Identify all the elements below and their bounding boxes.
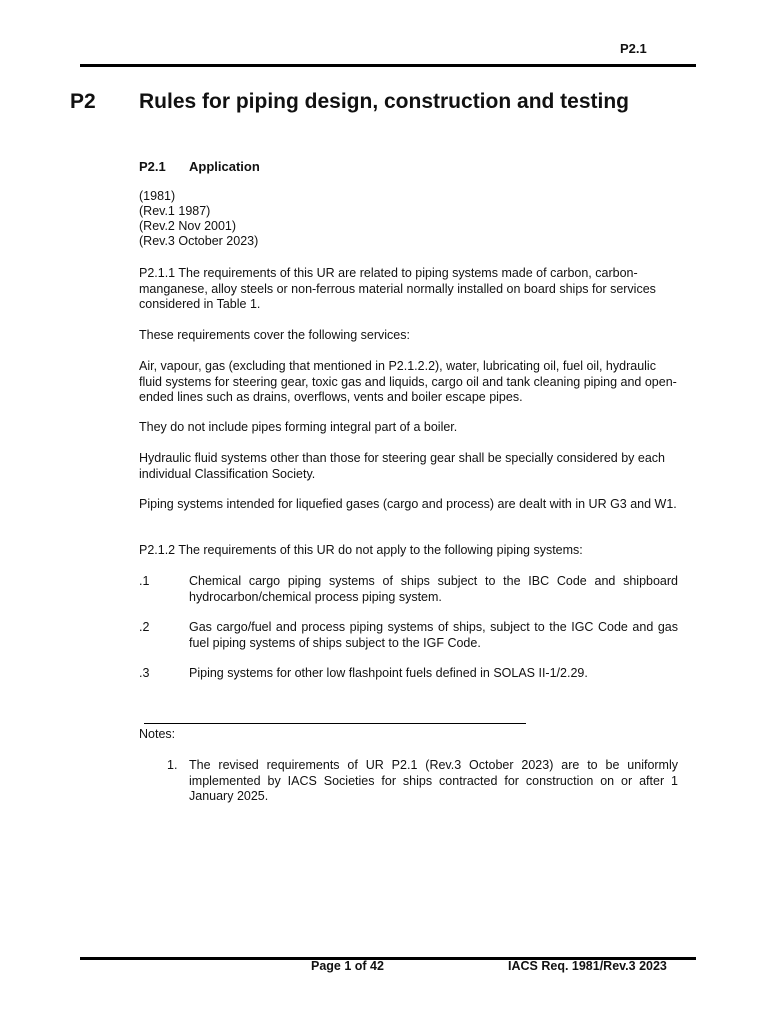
notes-heading: Notes:: [139, 727, 176, 741]
list-item-number: .2: [139, 620, 150, 634]
notes-separator: [144, 723, 526, 724]
paragraph-hydraulic: Hydraulic fluid systems other than those for steering gear shall be specially considered by each individual Classification Society.: [139, 451, 665, 481]
paragraph-boiler-exclusion: They do not include pipes forming integral part of a boiler.: [139, 420, 458, 434]
paragraph-p2-1-2: P2.1.2 The requirements of this UR do not apply to the following piping systems:: [139, 543, 583, 557]
header-code: P2.1: [620, 41, 647, 56]
revision-line: (Rev.2 Nov 2001): [139, 219, 237, 233]
footer-reference: IACS Req. 1981/Rev.3 2023: [508, 959, 667, 973]
list-item-number: .1: [139, 574, 150, 588]
list-item-text: Gas cargo/fuel and process piping systems of ships, subject to the IGC Code and gas fuel piping systems of ships subject to the IGF Code.: [189, 620, 678, 650]
list-item-text: Chemical cargo piping systems of ships subject to the IBC Code and shipboard hydrocarbon/chemical process piping system.: [189, 574, 678, 604]
paragraph-services-intro: These requirements cover the following services:: [139, 328, 410, 342]
header-rule: [80, 64, 696, 67]
list-item-text: Piping systems for other low flashpoint fuels defined in SOLAS II-1/2.29.: [189, 666, 588, 680]
note-text: The revised requirements of UR P2.1 (Rev.3 October 2023) are to be uniformly implemented by IACS Societies for ships contracted for construction on or after 1 January 2025.: [189, 758, 678, 803]
section-number: P2.1: [139, 159, 166, 174]
chapter-title: Rules for piping design, construction and testing: [139, 90, 630, 113]
revision-line: (Rev.3 October 2023): [139, 234, 259, 248]
footer-page-number: Page 1 of 42: [311, 959, 384, 973]
paragraph-services-list: Air, vapour, gas (excluding that mentioned in P2.1.2.2), water, lubricating oil, fuel oil, hydraulic fluid systems for steering gear, toxic gas and liquids, cargo oil and tank cleaning piping and open-ended lines such as drains, overflows, vents and boiler escape pipes.: [139, 359, 677, 404]
chapter-number: P2: [70, 90, 96, 113]
paragraph-p2-1-1: P2.1.1 The requirements of this UR are related to piping systems made of carbon, carbon-manganese, alloy steels or non-ferrous material normally installed on board ships for services considered in Table 1.: [139, 266, 656, 311]
section-title: Application: [189, 159, 260, 174]
revision-line: (1981): [139, 189, 176, 203]
list-item-number: .3: [139, 666, 150, 680]
paragraph-liquefied-gases: Piping systems intended for liquefied gases (cargo and process) are dealt with in UR G3 and W1.: [139, 497, 677, 511]
note-number: 1.: [167, 758, 178, 772]
revision-line: (Rev.1 1987): [139, 204, 211, 218]
